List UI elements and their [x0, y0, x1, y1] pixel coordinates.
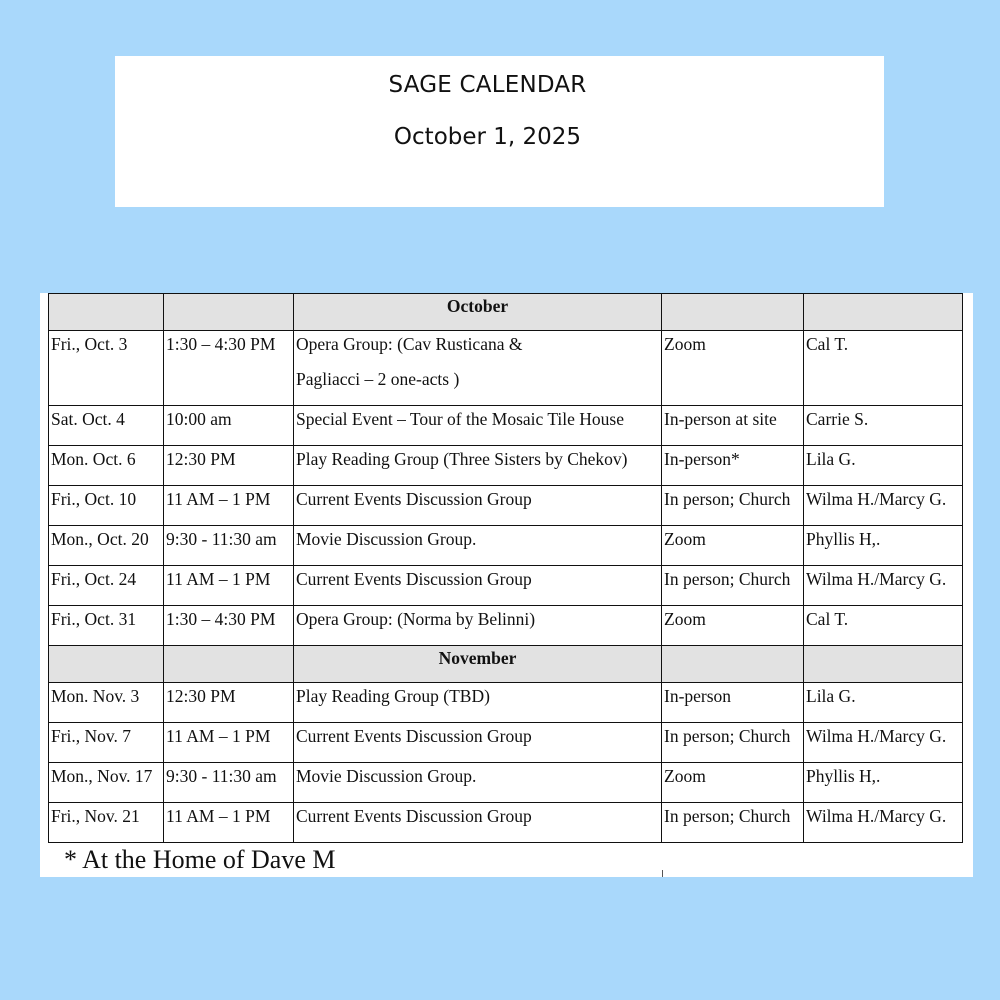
event-time: 11 AM – 1 PM — [164, 486, 294, 526]
event-date: Fri., Nov. 7 — [49, 723, 164, 763]
event-date: Fri., Oct. 31 — [49, 606, 164, 646]
event-location: In-person at site — [662, 406, 804, 446]
table-row — [49, 606, 963, 646]
event-leader: Wilma H./Marcy G. — [804, 723, 963, 763]
header-card — [115, 56, 884, 207]
event-time: 1:30 – 4:30 PM — [164, 606, 294, 646]
table-row — [49, 331, 963, 406]
event-time: 12:30 PM — [164, 446, 294, 486]
month-name: November — [294, 646, 662, 683]
event-time: 10:00 am — [164, 406, 294, 446]
event-time: 12:30 PM — [164, 683, 294, 723]
month-header-cell — [164, 646, 294, 683]
month-header-cell — [49, 294, 164, 331]
month-header-cell — [49, 646, 164, 683]
month-header-cell — [164, 294, 294, 331]
event-description: Opera Group: (Norma by Belinni) — [294, 606, 662, 646]
event-leader: Wilma H./Marcy G. — [804, 486, 963, 526]
table-row — [49, 763, 963, 803]
month-header-cell — [662, 294, 804, 331]
month-header-row — [49, 294, 963, 331]
table-row — [49, 723, 963, 763]
event-leader: Wilma H./Marcy G. — [804, 803, 963, 843]
event-time: 11 AM – 1 PM — [164, 566, 294, 606]
table-row — [49, 446, 963, 486]
event-leader: Wilma H./Marcy G. — [804, 566, 963, 606]
schedule-document — [40, 293, 973, 877]
footnote: * At the Home of Dave M — [64, 845, 336, 874]
event-date: Mon., Oct. 20 — [49, 526, 164, 566]
calendar-date: October 1, 2025 — [393, 124, 582, 150]
schedule-table — [48, 293, 963, 843]
event-description — [294, 331, 662, 406]
event-leader: Phyllis H,. — [804, 763, 963, 803]
table-row — [49, 803, 963, 843]
event-description: Play Reading Group (TBD) — [294, 683, 662, 723]
event-location: Zoom — [662, 763, 804, 803]
event-location: In-person — [662, 683, 804, 723]
calendar-title: SAGE CALENDAR — [388, 72, 587, 98]
event-leader: Lila G. — [804, 683, 963, 723]
scan-tick-mark — [662, 870, 663, 877]
event-description: Current Events Discussion Group — [294, 723, 662, 763]
event-leader: Lila G. — [804, 446, 963, 486]
event-description: Play Reading Group (Three Sisters by Chekov) — [294, 446, 662, 486]
event-location: Zoom — [662, 331, 804, 406]
event-leader: Cal T. — [804, 331, 963, 406]
event-date: Fri., Nov. 21 — [49, 803, 164, 843]
event-description: Current Events Discussion Group — [294, 566, 662, 606]
month-name: October — [294, 294, 662, 331]
event-time: 9:30 - 11:30 am — [164, 526, 294, 566]
event-description-line1: Opera Group: (Cav Rusticana & — [296, 334, 523, 354]
event-date: Mon. Nov. 3 — [49, 683, 164, 723]
event-date: Sat. Oct. 4 — [49, 406, 164, 446]
table-row — [49, 683, 963, 723]
event-location: In person; Church — [662, 723, 804, 763]
event-leader: Carrie S. — [804, 406, 963, 446]
table-row — [49, 526, 963, 566]
month-header-cell — [804, 294, 963, 331]
event-time: 9:30 - 11:30 am — [164, 763, 294, 803]
event-leader: Phyllis H,. — [804, 526, 963, 566]
month-header-cell — [804, 646, 963, 683]
event-description: Current Events Discussion Group — [294, 803, 662, 843]
event-location: Zoom — [662, 526, 804, 566]
event-leader: Cal T. — [804, 606, 963, 646]
event-description: Current Events Discussion Group — [294, 486, 662, 526]
event-date: Fri., Oct. 24 — [49, 566, 164, 606]
event-description: Movie Discussion Group. — [294, 526, 662, 566]
event-date: Fri., Oct. 3 — [49, 331, 164, 406]
event-description: Special Event – Tour of the Mosaic Tile House — [294, 406, 662, 446]
event-location: In-person* — [662, 446, 804, 486]
table-row — [49, 486, 963, 526]
event-description: Movie Discussion Group. — [294, 763, 662, 803]
event-time: 11 AM – 1 PM — [164, 803, 294, 843]
event-time: 1:30 – 4:30 PM — [164, 331, 294, 406]
event-location: In person; Church — [662, 486, 804, 526]
table-row — [49, 566, 963, 606]
event-location: Zoom — [662, 606, 804, 646]
event-location: In person; Church — [662, 803, 804, 843]
month-header-row — [49, 646, 963, 683]
event-time: 11 AM – 1 PM — [164, 723, 294, 763]
event-date: Mon. Oct. 6 — [49, 446, 164, 486]
event-location: In person; Church — [662, 566, 804, 606]
event-date: Mon., Nov. 17 — [49, 763, 164, 803]
month-header-cell — [662, 646, 804, 683]
table-row — [49, 406, 963, 446]
event-description-line2: Pagliacci – 2 one-acts ) — [296, 369, 460, 389]
event-date: Fri., Oct. 10 — [49, 486, 164, 526]
